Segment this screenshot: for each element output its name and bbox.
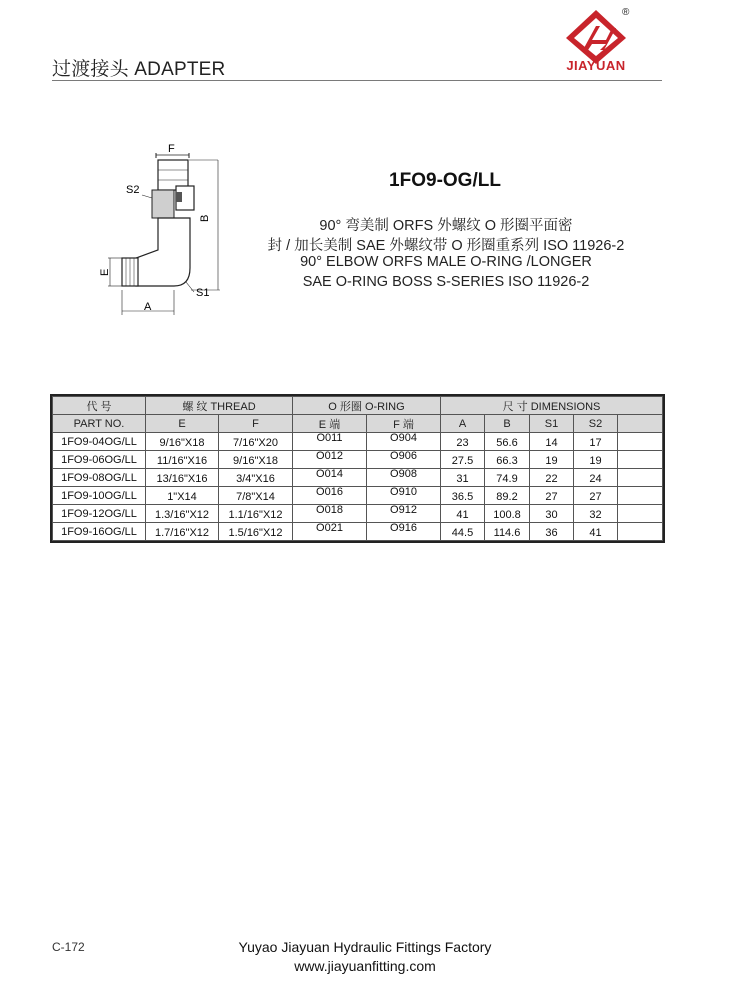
label-f: F xyxy=(168,143,175,155)
cell-s2: 41 xyxy=(574,523,618,541)
cell-thread-e: 13/16"X16 xyxy=(146,469,219,487)
label-b: B xyxy=(199,214,211,222)
cell-thread-f: 7/8"X14 xyxy=(219,487,293,505)
cell-part-no: 1FO9-06OG/LL xyxy=(53,451,146,469)
cell-s2: 27 xyxy=(574,487,618,505)
column-header: E 端 xyxy=(293,415,367,433)
cell-extra xyxy=(618,451,663,469)
table-row xyxy=(53,505,663,523)
table-row xyxy=(53,433,663,451)
cell-b: 100.8 xyxy=(485,505,530,523)
description-line: 90° ELBOW ORFS MALE O-RING /LONGER xyxy=(300,254,592,270)
description-line: 90° 弯美制 ORFS 外螺纹 O 形圈平面密 xyxy=(319,218,573,234)
label-e: E xyxy=(99,268,111,276)
table-row xyxy=(53,487,663,505)
cell-b: 56.6 xyxy=(485,433,530,451)
description-line: 封 / 加长美制 SAE 外螺纹带 O 形圈重系列 ISO 11926-2 xyxy=(267,238,625,254)
column-header: F xyxy=(219,415,293,433)
cell-a: 44.5 xyxy=(441,523,485,541)
column-header: S1 xyxy=(530,415,574,433)
cell-oring-f: O906 xyxy=(367,451,441,469)
column-header xyxy=(618,415,663,433)
cell-extra xyxy=(618,433,663,451)
cell-oring-e: O012 xyxy=(293,451,367,469)
cell-extra xyxy=(618,469,663,487)
column-header: S2 xyxy=(574,415,618,433)
table-row xyxy=(53,469,663,487)
page-number: C-172 xyxy=(52,940,85,954)
cell-extra xyxy=(618,505,663,523)
header-thread: 螺 纹 THREAD xyxy=(146,397,293,415)
label-a: A xyxy=(144,301,152,313)
brand-name: JIAYUAN xyxy=(566,58,626,73)
cell-part-no: 1FO9-08OG/LL xyxy=(53,469,146,487)
column-header: E xyxy=(146,415,219,433)
cell-s1: 22 xyxy=(530,469,574,487)
cell-thread-f: 7/16"X20 xyxy=(219,433,293,451)
cell-a: 41 xyxy=(441,505,485,523)
column-header: A xyxy=(441,415,485,433)
cell-s2: 19 xyxy=(574,451,618,469)
cell-a: 31 xyxy=(441,469,485,487)
cell-a: 27.5 xyxy=(441,451,485,469)
specification-table xyxy=(52,396,663,541)
cell-thread-f: 1.1/16"X12 xyxy=(219,505,293,523)
cell-b: 66.3 xyxy=(485,451,530,469)
cell-thread-f: 1.5/16"X12 xyxy=(219,523,293,541)
cell-oring-e: O016 xyxy=(293,487,367,505)
cell-oring-e: O021 xyxy=(293,523,367,541)
cell-part-no: 1FO9-10OG/LL xyxy=(53,487,146,505)
cell-oring-f: O908 xyxy=(367,469,441,487)
cell-s2: 32 xyxy=(574,505,618,523)
header-dimensions: 尺 寸 DIMENSIONS xyxy=(441,397,663,415)
cell-oring-f: O910 xyxy=(367,487,441,505)
header-oring: O 形圈 O-RING xyxy=(293,397,441,415)
cell-thread-e: 11/16"X16 xyxy=(146,451,219,469)
registered-mark: ® xyxy=(622,7,630,18)
cell-oring-e: O018 xyxy=(293,505,367,523)
cell-s2: 24 xyxy=(574,469,618,487)
column-header: F 端 xyxy=(367,415,441,433)
cell-b: 114.6 xyxy=(485,523,530,541)
cell-part-no: 1FO9-04OG/LL xyxy=(53,433,146,451)
cell-thread-f: 9/16"X18 xyxy=(219,451,293,469)
footer-company: Yuyao Jiayuan Hydraulic Fittings Factory xyxy=(238,939,492,955)
description-line: SAE O-RING BOSS S-SERIES ISO 11926-2 xyxy=(302,274,590,290)
cell-part-no: 1FO9-12OG/LL xyxy=(53,505,146,523)
fitting-drawing xyxy=(96,140,226,320)
cell-oring-e: O014 xyxy=(293,469,367,487)
label-s1: S1 xyxy=(196,287,210,299)
cell-thread-e: 1"X14 xyxy=(146,487,219,505)
cell-b: 74.9 xyxy=(485,469,530,487)
cell-extra xyxy=(618,487,663,505)
column-header: PART NO. xyxy=(53,415,146,433)
cell-s1: 30 xyxy=(530,505,574,523)
cell-oring-e: O011 xyxy=(293,433,367,451)
cell-a: 36.5 xyxy=(441,487,485,505)
cell-b: 89.2 xyxy=(485,487,530,505)
cell-thread-f: 3/4"X16 xyxy=(219,469,293,487)
header-divider xyxy=(52,80,662,81)
cell-s1: 14 xyxy=(530,433,574,451)
cell-oring-f: O904 xyxy=(367,433,441,451)
footer-url[interactable]: www.jiayuanfitting.com xyxy=(294,958,436,974)
cell-oring-f: O916 xyxy=(367,523,441,541)
table-row xyxy=(53,523,663,541)
cell-s1: 19 xyxy=(530,451,574,469)
cell-s2: 17 xyxy=(574,433,618,451)
header-part-cn: 代 号 xyxy=(53,397,146,415)
column-header: B xyxy=(485,415,530,433)
cell-part-no: 1FO9-16OG/LL xyxy=(53,523,146,541)
cell-a: 23 xyxy=(441,433,485,451)
table-row xyxy=(53,451,663,469)
cell-thread-e: 1.3/16"X12 xyxy=(146,505,219,523)
label-s2: S2 xyxy=(126,184,140,196)
cell-oring-f: O912 xyxy=(367,505,441,523)
product-code: 1FO9-OG/LL xyxy=(389,170,501,191)
cell-extra xyxy=(618,523,663,541)
cell-thread-e: 1.7/16"X12 xyxy=(146,523,219,541)
cell-s1: 27 xyxy=(530,487,574,505)
cell-s1: 36 xyxy=(530,523,574,541)
page-title: 过渡接头 ADAPTER xyxy=(52,59,226,80)
cell-thread-e: 9/16"X18 xyxy=(146,433,219,451)
